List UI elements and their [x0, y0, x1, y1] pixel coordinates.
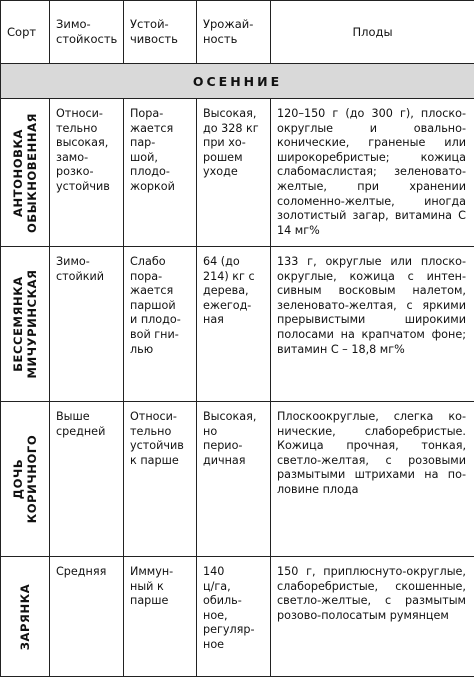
- variety-name-line1: БЕССЕМЯНКА: [11, 269, 25, 378]
- header-sort: Сорт: [1, 1, 50, 64]
- table-row: [1, 402, 474, 557]
- variety-name-line2: МИЧУРИНСКАЯ: [25, 269, 39, 378]
- section-title: ОСЕННИЕ: [1, 64, 474, 99]
- variety-name-cell: [1, 247, 50, 402]
- variety-name-line1: ДОЧЬ: [11, 435, 25, 523]
- resistance-cell: Иммун- ный к парше: [124, 557, 197, 677]
- variety-name-line2: ОБЫКНОВЕННАЯ: [25, 112, 39, 232]
- header-resistance: Устой- чивость: [124, 1, 197, 64]
- header-winter-hardiness: Зимо- стойкость: [50, 1, 124, 64]
- variety-name-cell: [1, 99, 50, 247]
- table-row: [1, 247, 474, 402]
- winter-hardiness-cell: Относи- тельно высокая, замо- розко- устойчив: [50, 99, 124, 247]
- winter-hardiness-cell: Средняя: [50, 557, 124, 677]
- table-row: [1, 99, 474, 247]
- fruits-cell: 133 г, округлые или плоскоокруглые, кожица с интенсивным восковым налетом, зеленовато-желтая, с яркими прерывистыми широкими полосами на крапчатом фоне; витамин С – 18,8 мг%: [271, 247, 474, 402]
- variety-name-cell: [1, 402, 50, 557]
- yield-cell: Высокая, но перио- дичная: [197, 402, 271, 557]
- winter-hardiness-cell: Выше средней: [50, 402, 124, 557]
- variety-name-line1: АНТОНОВКА: [11, 112, 25, 232]
- table-row: [1, 557, 474, 677]
- winter-hardiness-cell: Зимо- стойкий: [50, 247, 124, 402]
- variety-name-line2: КОРИЧНОГО: [25, 435, 39, 523]
- header-fruits: Плоды: [271, 1, 474, 64]
- header-row: [1, 1, 474, 64]
- variety-name-cell: [1, 557, 50, 677]
- yield-cell: Высокая, до 328 кг при хо- рошем уходе: [197, 99, 271, 247]
- header-yield: Урожай- ность: [197, 1, 271, 64]
- resistance-cell: Слабо пора- жается паршой и плодо- вой гни- лью: [124, 247, 197, 402]
- variety-name-line1: ЗАРЯНКА: [18, 583, 32, 649]
- resistance-cell: Пора- жается пар- шой, плодо- жоркой: [124, 99, 197, 247]
- resistance-cell: Относи- тельно устойчив к парше: [124, 402, 197, 557]
- yield-cell: 64 (до 214) кг с дерева, ежегод- ная: [197, 247, 271, 402]
- fruits-cell: Плоскоокруглые, слегка конические, слаборебристые. Кожица прочная, тонкая, светло-желтая, с розовыми размытыми штрихами на половине плода: [271, 402, 474, 557]
- fruits-cell: 150 г, приплюснуто-округлые, слаборебристые, скошенные, светло-желтые, с размытым розово-полосатым румянцем: [271, 557, 474, 677]
- yield-cell: 140 ц/га, обиль- ное, регуляр- ное: [197, 557, 271, 677]
- section-row: [1, 64, 474, 99]
- fruits-cell: 120–150 г (до 300 г), плоскоокруглые и овально-конические, граненые или широкоребристые; кожица слабомаслистая; зеленовато-желтые, при хранении соломенно-желтые, иногда золотистый загар, витамина С 14 мг%: [271, 99, 474, 247]
